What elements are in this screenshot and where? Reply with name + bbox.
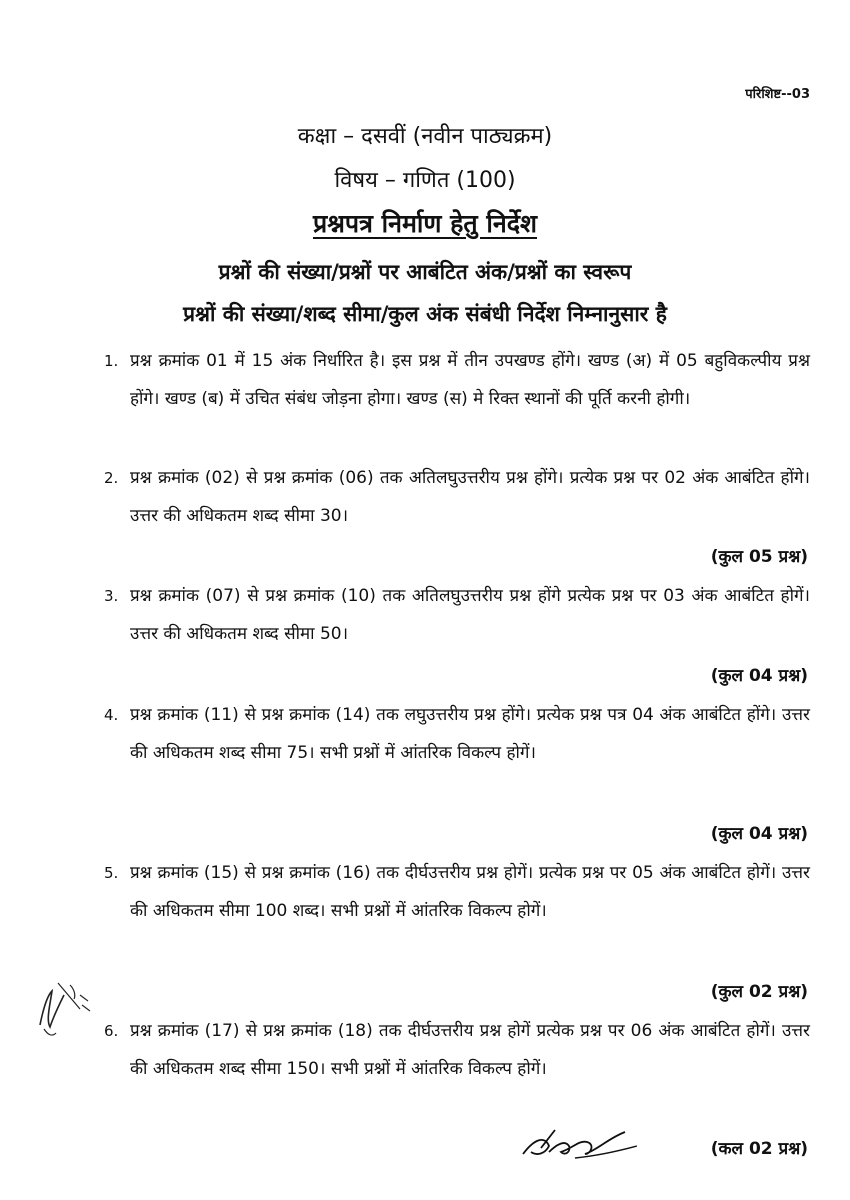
item-4-total: (कुल 04 प्रश्न) (710, 824, 808, 844)
item-2-total: (कुल 05 प्रश्न) (710, 547, 808, 567)
signature-scribble (515, 1118, 645, 1168)
item-number: 6. (104, 1022, 119, 1040)
instruction-item-3 (104, 577, 810, 653)
instruction-item-1 (104, 342, 810, 418)
instruction-item-5 (104, 854, 810, 930)
item-number: 5. (104, 864, 119, 882)
item-text: प्रश्न क्रमांक (11) से प्रश्न क्रमांक (14) तक लघुउत्तरीय प्रश्न होंगे। प्रत्येक प्रश्न पत्र 04 अंक आबंटित होंगे। उत्तर की अधिकतम शब्द सीमा 75। सभी प्रश्नों में आंतरिक विकल्प होगें। (130, 705, 810, 763)
item-number: 3. (104, 587, 119, 605)
item-number: 2. (104, 469, 119, 487)
item-number: 4. (104, 706, 119, 724)
instruction-item-2 (104, 459, 810, 535)
instruction-item-6 (104, 1012, 810, 1088)
page-heading (0, 206, 850, 240)
item-text: प्रश्न क्रमांक (15) से प्रश्न क्रमांक (16) तक दीर्घउत्तरीय प्रश्न होगें। प्रत्येक प्रश्न पर 05 अंक आबंटित होगें। उत्तर की अधिकतम सीमा 100 शब्द। सभी प्रश्नों में आंतरिक विकल्प होगें। (130, 863, 810, 921)
item-6-total: (कल 02 प्रश्न) (710, 1139, 808, 1159)
item-text: प्रश्न क्रमांक (07) से प्रश्न क्रमांक (10) तक अतिलघुउत्तरीय प्रश्न होंगे प्रत्येक प्रश्न पर 03 अंक आबंटित होगें। उत्तर की अधिकतम शब्द सीमा 50। (130, 586, 810, 644)
item-3-total: (कुल 04 प्रश्न) (710, 666, 808, 686)
page-heading-text: प्रश्नपत्र निर्माण हेतु निर्देश (312, 209, 537, 238)
subheading-2: प्रश्नों की संख्या/शब्द सीमा/कुल अंक संबंधी निर्देश निम्नानुसार है (183, 302, 667, 326)
item-number: 1. (104, 352, 119, 370)
appendix-label: परिशिष्ट--03 (745, 87, 810, 102)
item-text: प्रश्न क्रमांक 01 में 15 अंक निर्धारित है। इस प्रश्न में तीन उपखण्ड होंगे। खण्ड (अ) में 05 बहुविकल्पीय प्रश्न होंगे। खण्ड (ब) में उचित संबंध जोड़ना होगा। खण्ड (स) मे रिक्त स्थानों की पूर्ति करनी होगी। (130, 351, 810, 409)
margin-initials-scribble (30, 965, 100, 1045)
subject-line: विषय – गणित (100) (334, 168, 516, 193)
subheading-1: प्रश्नों की संख्या/प्रश्नों पर आबंटित अंक/प्रश्नों का स्वरूप (218, 260, 632, 284)
item-5-total: (कुल 02 प्रश्न) (710, 982, 808, 1002)
instruction-item-4 (104, 696, 810, 772)
class-line: कक्षा – दसवीं (नवीन पाठ्यक्रम) (297, 124, 553, 149)
item-text: प्रश्न क्रमांक (02) से प्रश्न क्रमांक (06) तक अतिलघुउत्तरीय प्रश्न होंगे। प्रत्येक प्रश्न पर 02 अंक आबंटित होंगे। उत्तर की अधिकतम शब्द सीमा 30। (130, 468, 810, 526)
item-text: प्रश्न क्रमांक (17) से प्रश्न क्रमांक (18) तक दीर्घउत्तरीय प्रश्न होगें प्रत्येक प्रश्न पर 06 अंक आबंटित होगें। उत्तर की अधिकतम शब्द सीमा 150। सभी प्रश्नों में आंतरिक विकल्प होगें। (130, 1021, 810, 1079)
